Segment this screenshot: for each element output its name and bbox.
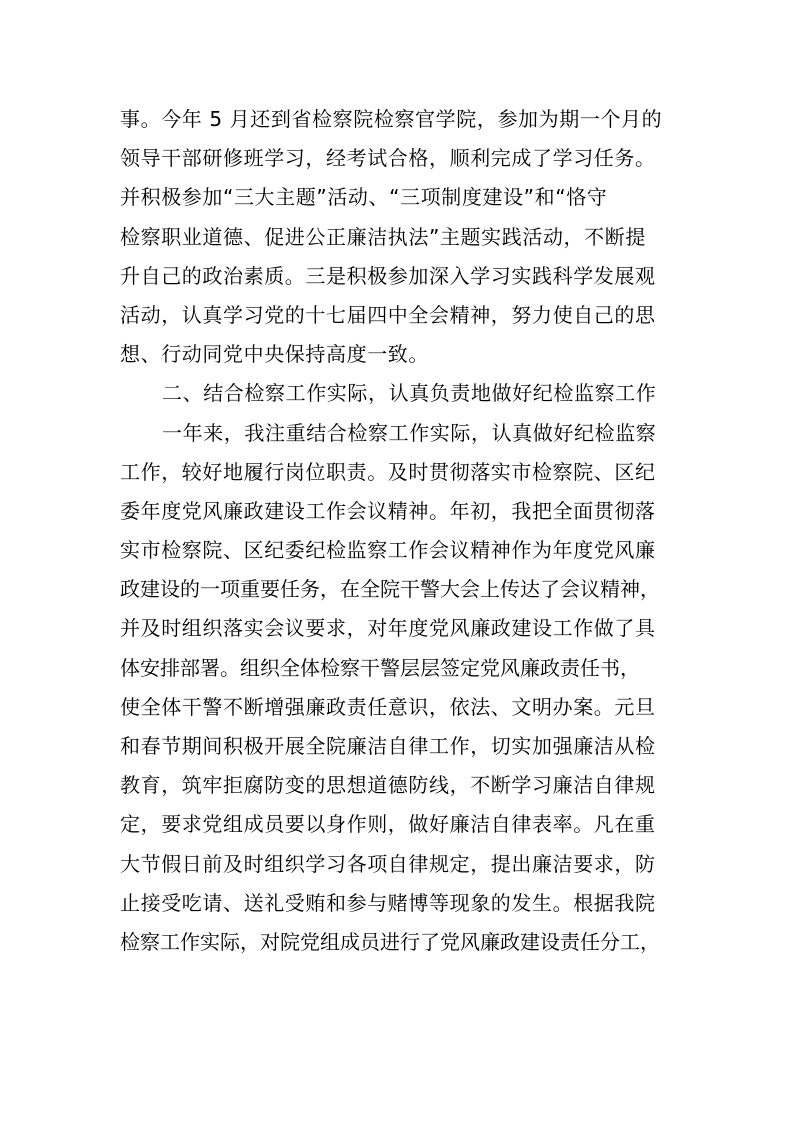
text-line: 和春节期间积极开展全院廉洁自律工作，切实加强廉洁从检 [120,734,656,758]
text-line: 活动，认真学习党的十七届四中全会精神，努力使自己的思 [120,302,656,327]
text-line: 政建设的一项重要任务，在全院干警大会上传达了会议精神， [120,577,660,602]
text-line: 实市检察院、区纪委纪检监察工作会议精神作为年度党风廉 [120,538,656,563]
text-line: 领导干部研修班学习，经考试合格，顺利完成了学习任务。 [120,146,656,171]
text-line: 升自己的政治素质。三是积极参加深入学习实践科学发展观 [120,263,656,288]
section-heading: 二、结合检察工作实际，认真负责地做好纪检监察工作 [162,381,657,406]
text-line: 并及时组织落实会议要求，对年度党风廉政建设工作做了具 [120,616,656,641]
text-line: 工作，较好地履行岗位职责。及时贯彻落实市检察院、区纪 [120,459,656,484]
text-line: 体安排部署。组织全体检察干警层层签定党风廉政责任书， [120,655,640,680]
text-line: 定，要求党组成员要以身作则，做好廉洁自律表率。凡在重 [120,812,656,837]
text-line: 使全体干警不断增强廉政责任意识，依法、文明办案。元旦 [120,694,656,719]
text-line: 想、行动同党中央保持高度一致。 [120,342,429,367]
text-line: 检察职业道德、促进公正廉洁执法”主题实践活动，不断提 [120,224,646,249]
text-line: 事。今年 5 月还到省检察院检察官学院，参加为期一个月的 [120,107,663,131]
text-line: 大节假日前及时组织学习各项自律规定，提出廉洁要求，防 [120,851,656,876]
paragraph-first-line: 一年来，我注重结合检察工作实际，认真做好纪检监察 [162,420,657,445]
text-line: 教育，筑牢拒腐防变的思想道德防线，不断学习廉洁自律规 [120,773,656,798]
text-line: 检察工作实际，对院党组成员进行了党风廉政建设责任分工， [120,929,660,954]
text-line: 并积极参加“三大主题”活动、“三项制度建设”和“恪守 [120,185,608,210]
document-body [120,100,680,962]
text-line: 委年度党风廉政建设工作会议精神。年初，我把全面贯彻落 [120,498,656,523]
text-line: 止接受吃请、送礼受贿和参与赌博等现象的发生。根据我院 [120,890,656,915]
